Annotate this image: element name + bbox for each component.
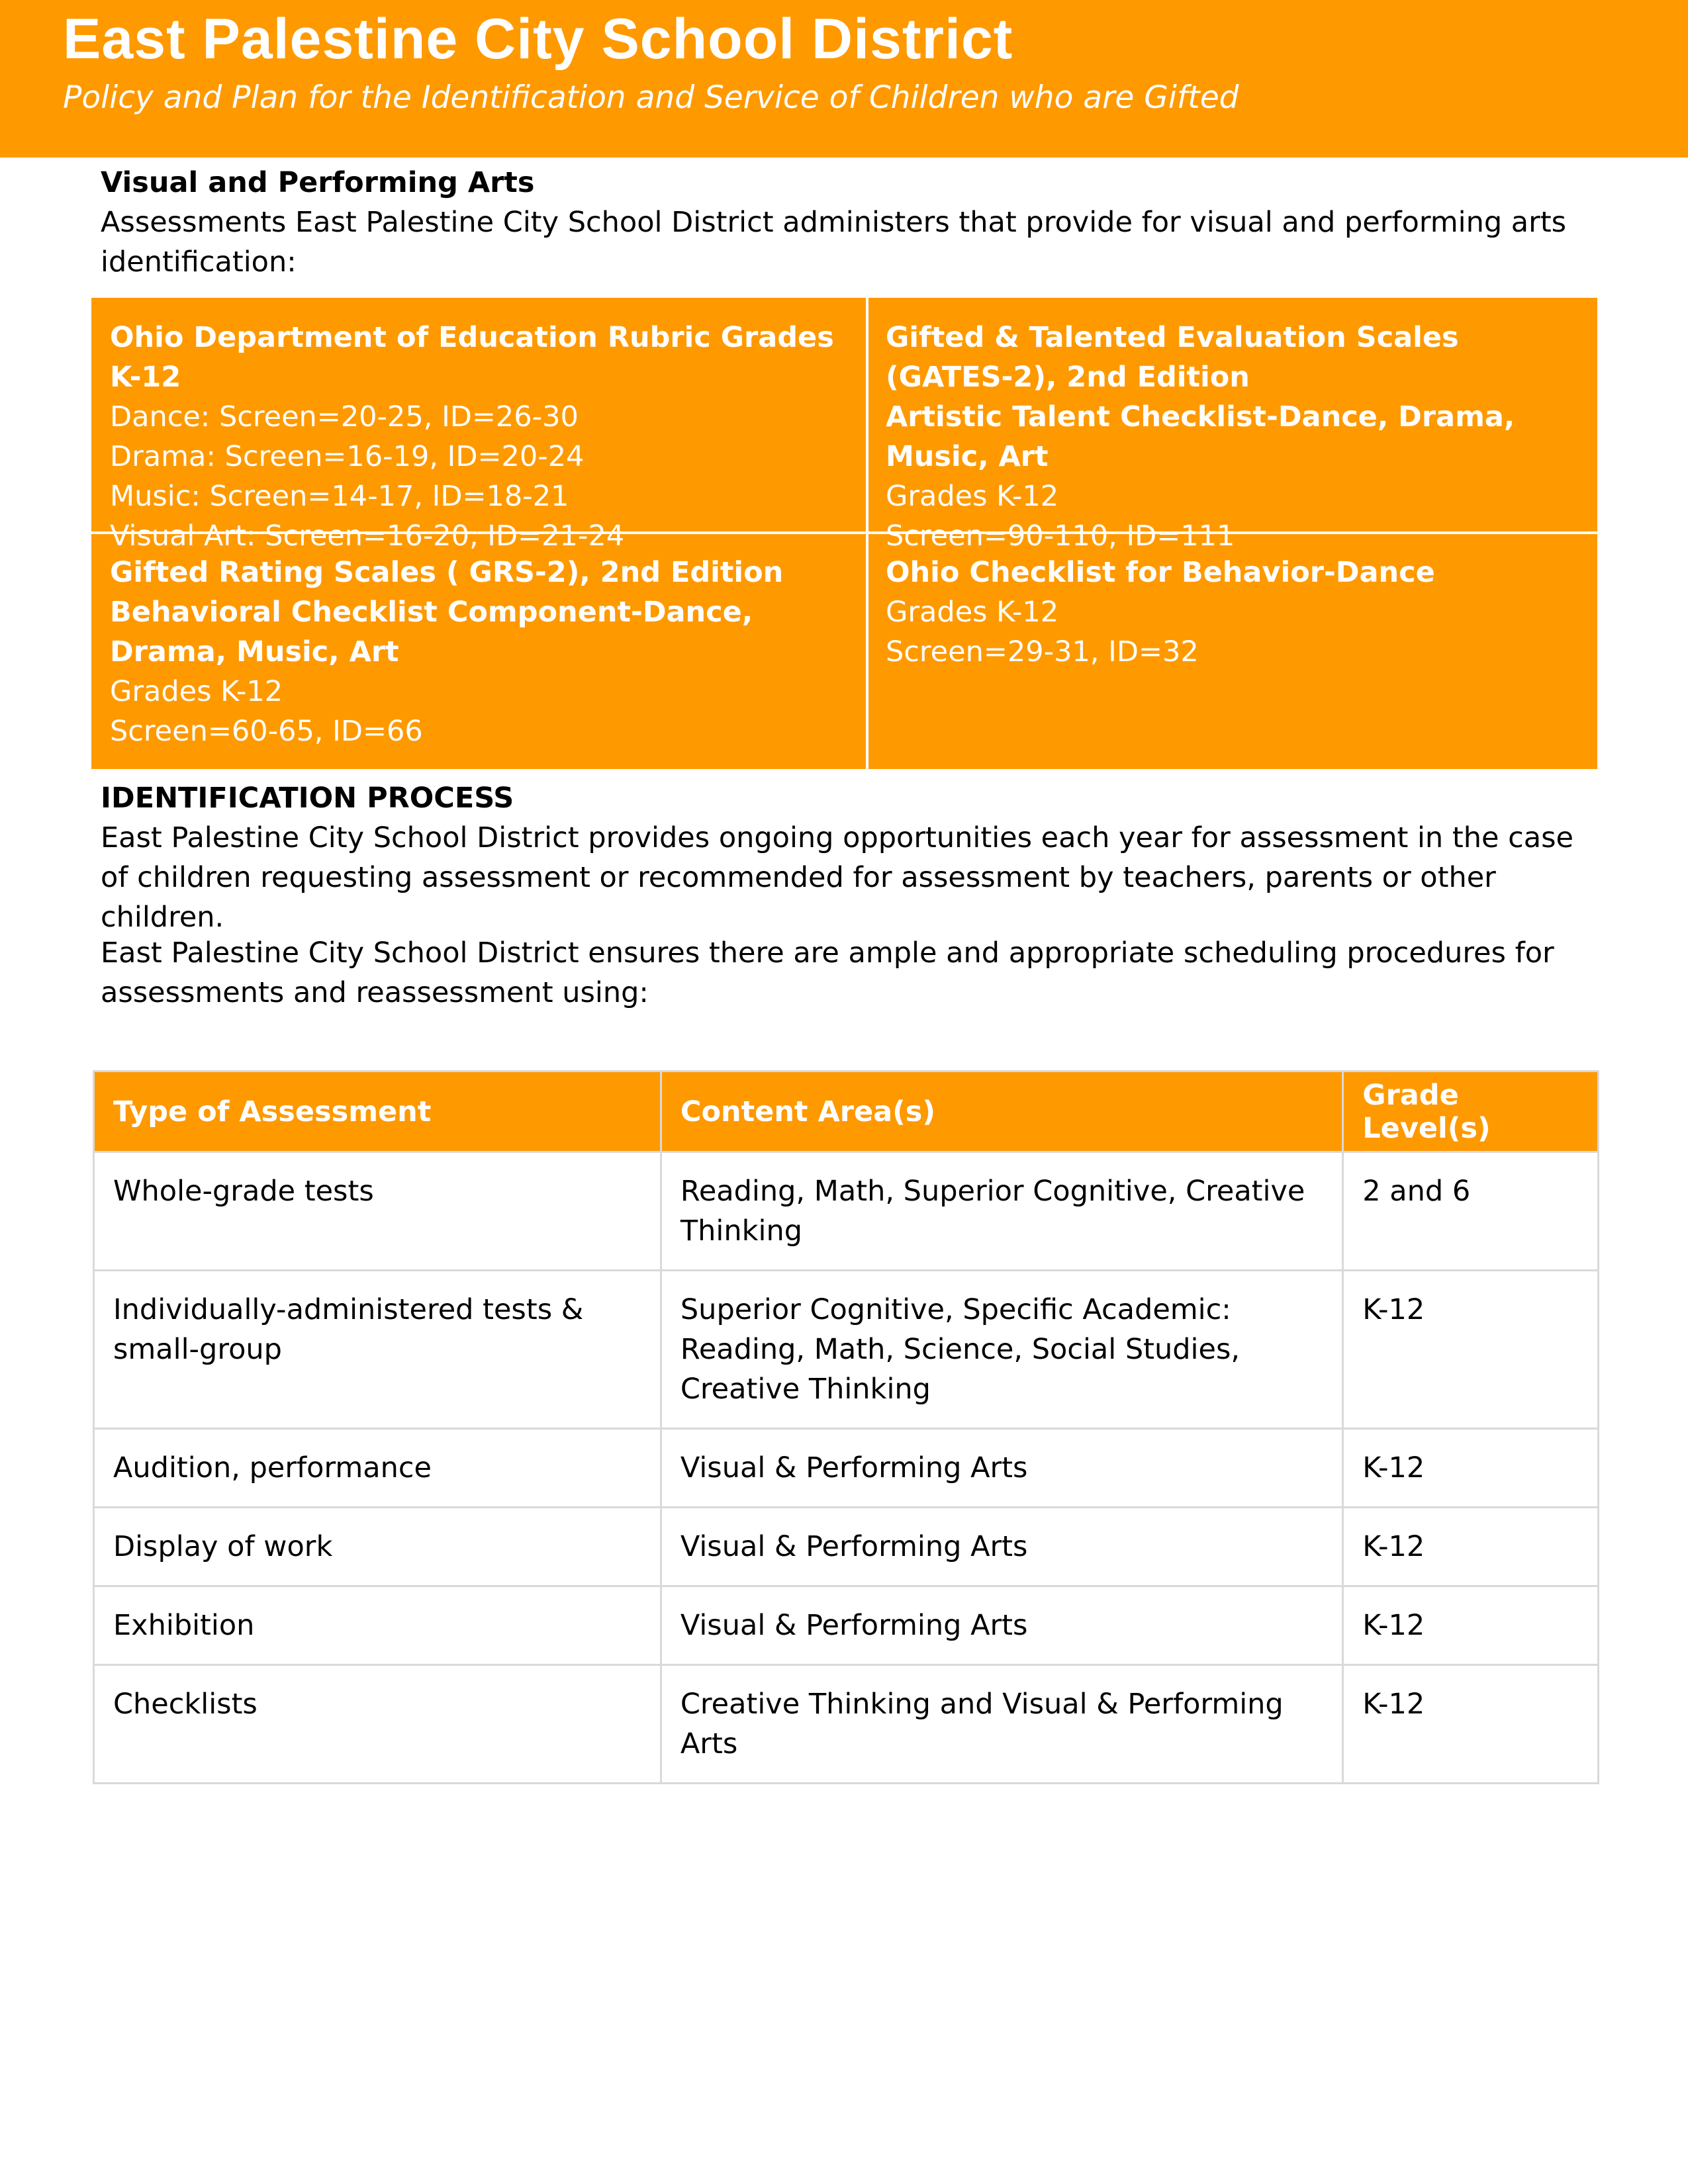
ode-rubric-cell (110, 318, 858, 556)
table-row (94, 1152, 1599, 1271)
table-row (94, 1271, 1599, 1429)
page-header (0, 0, 1688, 158)
header-grade-levels: Grade Level(s) (1343, 1071, 1599, 1152)
ode-music-line: Music: Screen=14-17, ID=18-21 (110, 480, 569, 513)
content-area-cell: Reading, Math, Superior Cognitive, Creative Thinking (661, 1152, 1342, 1271)
scheduling-section (101, 933, 1590, 1013)
assessment-type-cell: Display of work (94, 1508, 661, 1586)
identification-section (101, 778, 1590, 937)
district-title: East Palestine City School District (63, 7, 1013, 71)
gates-scores: Screen=90-110, ID=111 (886, 520, 1235, 553)
vpa-section (101, 163, 1590, 282)
grade-level-cell: K-12 (1343, 1665, 1599, 1784)
vpa-heading: Visual and Performing Arts (101, 166, 535, 199)
grade-level-cell: K-12 (1343, 1429, 1599, 1508)
grade-level-cell: 2 and 6 (1343, 1152, 1599, 1271)
grs-cell (110, 553, 858, 751)
grs-scores: Screen=60-65, ID=66 (110, 715, 423, 748)
table-row (94, 1665, 1599, 1784)
grs-checklist-title: Behavioral Checklist Component-Dance, Drama, Music, Art (110, 596, 753, 668)
table-row (94, 1586, 1599, 1665)
ohio-checklist-cell (886, 553, 1591, 672)
content-area-cell: Visual & Performing Arts (661, 1429, 1342, 1508)
ode-rubric-title: Ohio Department of Education Rubric Grades K-12 (110, 321, 834, 394)
content-area-cell: Superior Cognitive, Specific Academic: Reading, Math, Science, Social Studies, Creative Thinking (661, 1271, 1342, 1429)
grs-title: Gifted Rating Scales ( GRS-2), 2nd Edition (110, 556, 784, 589)
gates-cell (886, 318, 1591, 556)
assessment-type-cell: Checklists (94, 1665, 661, 1784)
gates-checklist-title: Artistic Talent Checklist-Dance, Drama, Music, Art (886, 400, 1515, 473)
grade-level-cell: K-12 (1343, 1271, 1599, 1429)
identification-para-1: East Palestine City School District provides ongoing opportunities each year for assessment in the case of children requesting assessment or recommended for assessment by teachers, parents or other children. (101, 821, 1573, 934)
identification-heading: IDENTIFICATION PROCESS (101, 782, 514, 815)
grs-grades: Grades K-12 (110, 675, 283, 708)
ode-drama-line: Drama: Screen=16-19, ID=20-24 (110, 440, 585, 473)
assessment-type-cell: Exhibition (94, 1586, 661, 1665)
ohio-checklist-scores: Screen=29-31, ID=32 (886, 635, 1199, 668)
header-type-of-assessment: Type of Assessment (94, 1071, 661, 1152)
grade-level-cell: K-12 (1343, 1586, 1599, 1665)
assessment-type-cell: Whole-grade tests (94, 1152, 661, 1271)
identification-para-2: East Palestine City School District ensures there are ample and appropriate scheduling procedures for assessments and reassessment using: (101, 936, 1554, 1009)
content-area-cell: Visual & Performing Arts (661, 1586, 1342, 1665)
gates-title: Gifted & Talented Evaluation Scales (GATES-2), 2nd Edition (886, 321, 1459, 394)
content-area-cell: Visual & Performing Arts (661, 1508, 1342, 1586)
grade-level-cell: K-12 (1343, 1508, 1599, 1586)
table-row (94, 1508, 1599, 1586)
gates-grades: Grades K-12 (886, 480, 1059, 513)
assessment-type-cell: Individually-administered tests & small-group (94, 1271, 661, 1429)
assessment-schedule-table (93, 1070, 1599, 1784)
ohio-checklist-grades: Grades K-12 (886, 596, 1059, 629)
ohio-checklist-title: Ohio Checklist for Behavior-Dance (886, 556, 1435, 589)
content-area-cell: Creative Thinking and Visual & Performing Arts (661, 1665, 1342, 1784)
header-content-areas: Content Area(s) (661, 1071, 1342, 1152)
assessment-grid (91, 298, 1597, 769)
policy-subtitle: Policy and Plan for the Identification and Service of Children who are Gifted (63, 79, 1239, 116)
ode-visual-art-line: Visual Art: Screen=16-20, ID=21-24 (110, 520, 625, 553)
table-header-row (94, 1071, 1599, 1152)
ode-dance-line: Dance: Screen=20-25, ID=26-30 (110, 400, 579, 433)
vpa-intro-text: Assessments East Palestine City School District administers that provide for visual and performing arts identification: (101, 206, 1567, 279)
table-row (94, 1429, 1599, 1508)
assessment-type-cell: Audition, performance (94, 1429, 661, 1508)
